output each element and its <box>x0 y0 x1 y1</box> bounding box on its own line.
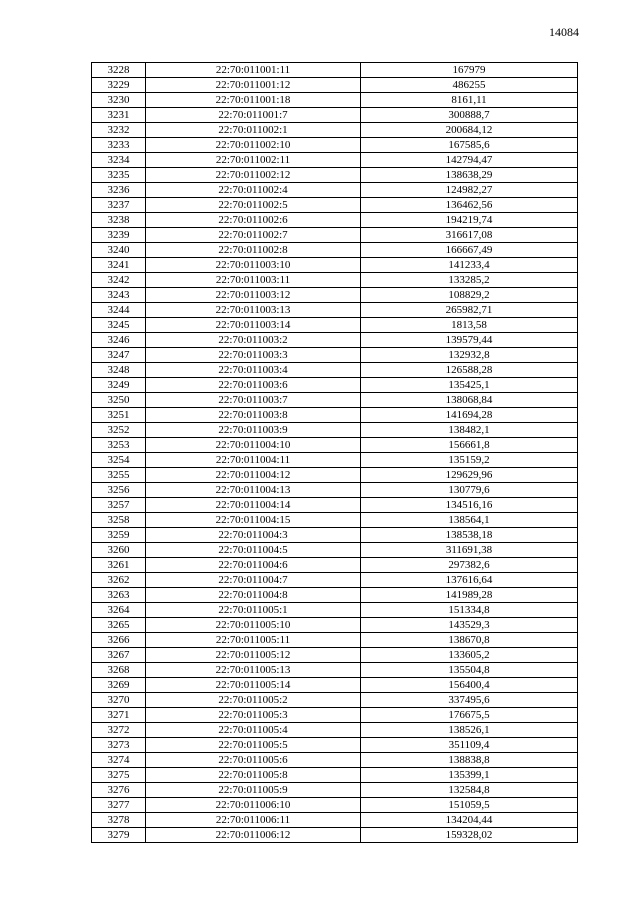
table-row <box>92 258 578 273</box>
value-cell: 138564,1 <box>361 513 578 528</box>
cadastral-number-cell: 22:70:011003:8 <box>146 408 361 423</box>
value-cell: 132584,8 <box>361 783 578 798</box>
table-row <box>92 363 578 378</box>
table-row <box>92 468 578 483</box>
value-cell: 337495,6 <box>361 693 578 708</box>
row-number-cell: 3235 <box>92 168 146 183</box>
value-cell: 130779,6 <box>361 483 578 498</box>
value-cell: 167585,6 <box>361 138 578 153</box>
value-cell: 133285,2 <box>361 273 578 288</box>
table-row <box>92 753 578 768</box>
value-cell: 151059,5 <box>361 798 578 813</box>
cadastral-number-cell: 22:70:011005:8 <box>146 768 361 783</box>
row-number-cell: 3259 <box>92 528 146 543</box>
table-row <box>92 93 578 108</box>
cadastral-number-cell: 22:70:011005:4 <box>146 723 361 738</box>
cadastral-number-cell: 22:70:011005:10 <box>146 618 361 633</box>
cadastral-number-cell: 22:70:011001:12 <box>146 78 361 93</box>
cadastral-number-cell: 22:70:011005:3 <box>146 708 361 723</box>
cadastral-number-cell: 22:70:011005:12 <box>146 648 361 663</box>
table-row <box>92 63 578 78</box>
cadastral-number-cell: 22:70:011004:7 <box>146 573 361 588</box>
table-row <box>92 588 578 603</box>
table-row <box>92 438 578 453</box>
value-cell: 108829,2 <box>361 288 578 303</box>
row-number-cell: 3228 <box>92 63 146 78</box>
row-number-cell: 3275 <box>92 768 146 783</box>
value-cell: 138068,84 <box>361 393 578 408</box>
value-cell: 351109,4 <box>361 738 578 753</box>
row-number-cell: 3250 <box>92 393 146 408</box>
value-cell: 167979 <box>361 63 578 78</box>
row-number-cell: 3268 <box>92 663 146 678</box>
row-number-cell: 3248 <box>92 363 146 378</box>
row-number-cell: 3271 <box>92 708 146 723</box>
value-cell: 138482,1 <box>361 423 578 438</box>
cadastral-number-cell: 22:70:011002:4 <box>146 183 361 198</box>
cadastral-number-cell: 22:70:011003:12 <box>146 288 361 303</box>
cadastral-number-cell: 22:70:011005:14 <box>146 678 361 693</box>
cadastral-number-cell: 22:70:011002:10 <box>146 138 361 153</box>
row-number-cell: 3253 <box>92 438 146 453</box>
value-cell: 176675,5 <box>361 708 578 723</box>
value-cell: 135425,1 <box>361 378 578 393</box>
cadastral-number-cell: 22:70:011002:11 <box>146 153 361 168</box>
table-row <box>92 483 578 498</box>
value-cell: 133605,2 <box>361 648 578 663</box>
cadastral-number-cell: 22:70:011002:7 <box>146 228 361 243</box>
value-cell: 136462,56 <box>361 198 578 213</box>
table-row <box>92 633 578 648</box>
value-cell: 139579,44 <box>361 333 578 348</box>
row-number-cell: 3274 <box>92 753 146 768</box>
page-number: 14084 <box>549 25 579 39</box>
table-row <box>92 168 578 183</box>
cadastral-number-cell: 22:70:011002:6 <box>146 213 361 228</box>
table-row <box>92 273 578 288</box>
cadastral-number-cell: 22:70:011003:9 <box>146 423 361 438</box>
value-cell: 134516,16 <box>361 498 578 513</box>
cadastral-number-cell: 22:70:011003:14 <box>146 318 361 333</box>
row-number-cell: 3266 <box>92 633 146 648</box>
table-row <box>92 333 578 348</box>
table-row <box>92 768 578 783</box>
table-row <box>92 648 578 663</box>
table-row <box>92 573 578 588</box>
cadastral-number-cell: 22:70:011004:12 <box>146 468 361 483</box>
row-number-cell: 3254 <box>92 453 146 468</box>
value-cell: 141233,4 <box>361 258 578 273</box>
row-number-cell: 3272 <box>92 723 146 738</box>
cadastral-number-cell: 22:70:011003:2 <box>146 333 361 348</box>
row-number-cell: 3277 <box>92 798 146 813</box>
table-body <box>92 63 578 843</box>
cadastral-number-cell: 22:70:011005:9 <box>146 783 361 798</box>
row-number-cell: 3265 <box>92 618 146 633</box>
cadastral-number-cell: 22:70:011002:8 <box>146 243 361 258</box>
row-number-cell: 3260 <box>92 543 146 558</box>
row-number-cell: 3263 <box>92 588 146 603</box>
cadastral-number-cell: 22:70:011006:10 <box>146 798 361 813</box>
row-number-cell: 3264 <box>92 603 146 618</box>
table-row <box>92 213 578 228</box>
row-number-cell: 3240 <box>92 243 146 258</box>
cadastral-number-cell: 22:70:011004:14 <box>146 498 361 513</box>
cadastral-number-cell: 22:70:011004:3 <box>146 528 361 543</box>
cadastral-number-cell: 22:70:011003:7 <box>146 393 361 408</box>
table-row <box>92 618 578 633</box>
table-row <box>92 393 578 408</box>
cadastral-number-cell: 22:70:011004:13 <box>146 483 361 498</box>
value-cell: 159328,02 <box>361 828 578 843</box>
cadastral-number-cell: 22:70:011005:13 <box>146 663 361 678</box>
cadastral-number-cell: 22:70:011001:11 <box>146 63 361 78</box>
table-row <box>92 693 578 708</box>
cadastral-number-cell: 22:70:011002:5 <box>146 198 361 213</box>
table-row <box>92 228 578 243</box>
cadastral-number-cell: 22:70:011004:6 <box>146 558 361 573</box>
row-number-cell: 3238 <box>92 213 146 228</box>
table-row <box>92 453 578 468</box>
row-number-cell: 3278 <box>92 813 146 828</box>
value-cell: 486255 <box>361 78 578 93</box>
table-row <box>92 348 578 363</box>
row-number-cell: 3267 <box>92 648 146 663</box>
cadastral-number-cell: 22:70:011004:11 <box>146 453 361 468</box>
table-row <box>92 708 578 723</box>
row-number-cell: 3251 <box>92 408 146 423</box>
table-row <box>92 198 578 213</box>
value-cell: 135159,2 <box>361 453 578 468</box>
table-row <box>92 723 578 738</box>
table-row <box>92 243 578 258</box>
cadastral-number-cell: 22:70:011005:6 <box>146 753 361 768</box>
row-number-cell: 3229 <box>92 78 146 93</box>
table-row <box>92 798 578 813</box>
value-cell: 138538,18 <box>361 528 578 543</box>
value-cell: 137616,64 <box>361 573 578 588</box>
row-number-cell: 3258 <box>92 513 146 528</box>
row-number-cell: 3256 <box>92 483 146 498</box>
table-row <box>92 423 578 438</box>
value-cell: 151334,8 <box>361 603 578 618</box>
table-row <box>92 288 578 303</box>
cadastral-number-cell: 22:70:011004:5 <box>146 543 361 558</box>
cadastral-number-cell: 22:70:011004:8 <box>146 588 361 603</box>
value-cell: 8161,11 <box>361 93 578 108</box>
cadastral-number-cell: 22:70:011005:2 <box>146 693 361 708</box>
table-row <box>92 303 578 318</box>
cadastral-number-cell: 22:70:011003:3 <box>146 348 361 363</box>
table-row <box>92 813 578 828</box>
row-number-cell: 3249 <box>92 378 146 393</box>
row-number-cell: 3239 <box>92 228 146 243</box>
table-row <box>92 153 578 168</box>
table-row <box>92 498 578 513</box>
row-number-cell: 3236 <box>92 183 146 198</box>
table-row <box>92 108 578 123</box>
cadastral-number-cell: 22:70:011005:5 <box>146 738 361 753</box>
value-cell: 124982,27 <box>361 183 578 198</box>
row-number-cell: 3237 <box>92 198 146 213</box>
value-cell: 300888,7 <box>361 108 578 123</box>
row-number-cell: 3243 <box>92 288 146 303</box>
table-row <box>92 603 578 618</box>
cadastral-number-cell: 22:70:011006:12 <box>146 828 361 843</box>
table-row <box>92 558 578 573</box>
table-row <box>92 318 578 333</box>
row-number-cell: 3244 <box>92 303 146 318</box>
value-cell: 143529,3 <box>361 618 578 633</box>
cadastral-number-cell: 22:70:011004:15 <box>146 513 361 528</box>
table-row <box>92 543 578 558</box>
row-number-cell: 3252 <box>92 423 146 438</box>
table-row <box>92 783 578 798</box>
row-number-cell: 3261 <box>92 558 146 573</box>
value-cell: 156661,8 <box>361 438 578 453</box>
row-number-cell: 3273 <box>92 738 146 753</box>
value-cell: 135399,1 <box>361 768 578 783</box>
row-number-cell: 3257 <box>92 498 146 513</box>
row-number-cell: 3233 <box>92 138 146 153</box>
table-row <box>92 678 578 693</box>
row-number-cell: 3231 <box>92 108 146 123</box>
table-row <box>92 138 578 153</box>
value-cell: 134204,44 <box>361 813 578 828</box>
row-number-cell: 3270 <box>92 693 146 708</box>
row-number-cell: 3230 <box>92 93 146 108</box>
value-cell: 194219,74 <box>361 213 578 228</box>
value-cell: 132932,8 <box>361 348 578 363</box>
row-number-cell: 3276 <box>92 783 146 798</box>
row-number-cell: 3234 <box>92 153 146 168</box>
value-cell: 316617,08 <box>361 228 578 243</box>
table-row <box>92 828 578 843</box>
cadastral-number-cell: 22:70:011002:1 <box>146 123 361 138</box>
value-cell: 265982,71 <box>361 303 578 318</box>
cadastral-number-cell: 22:70:011004:10 <box>146 438 361 453</box>
row-number-cell: 3241 <box>92 258 146 273</box>
table-row <box>92 513 578 528</box>
cadastral-number-cell: 22:70:011003:6 <box>146 378 361 393</box>
value-cell: 200684,12 <box>361 123 578 138</box>
value-cell: 156400,4 <box>361 678 578 693</box>
value-cell: 138670,8 <box>361 633 578 648</box>
cadastral-number-cell: 22:70:011005:1 <box>146 603 361 618</box>
row-number-cell: 3269 <box>92 678 146 693</box>
row-number-cell: 3242 <box>92 273 146 288</box>
value-cell: 138838,8 <box>361 753 578 768</box>
value-cell: 1813,58 <box>361 318 578 333</box>
data-table <box>91 62 578 843</box>
value-cell: 141989,28 <box>361 588 578 603</box>
cadastral-number-cell: 22:70:011003:10 <box>146 258 361 273</box>
row-number-cell: 3262 <box>92 573 146 588</box>
table-row <box>92 78 578 93</box>
cadastral-number-cell: 22:70:011003:11 <box>146 273 361 288</box>
value-cell: 129629,96 <box>361 468 578 483</box>
value-cell: 141694,28 <box>361 408 578 423</box>
row-number-cell: 3246 <box>92 333 146 348</box>
table-row <box>92 378 578 393</box>
value-cell: 126588,28 <box>361 363 578 378</box>
value-cell: 138638,29 <box>361 168 578 183</box>
row-number-cell: 3232 <box>92 123 146 138</box>
value-cell: 142794,47 <box>361 153 578 168</box>
table-row <box>92 663 578 678</box>
cadastral-number-cell: 22:70:011006:11 <box>146 813 361 828</box>
cadastral-number-cell: 22:70:011003:13 <box>146 303 361 318</box>
value-cell: 311691,38 <box>361 543 578 558</box>
value-cell: 166667,49 <box>361 243 578 258</box>
value-cell: 297382,6 <box>361 558 578 573</box>
value-cell: 135504,8 <box>361 663 578 678</box>
table-row <box>92 738 578 753</box>
row-number-cell: 3247 <box>92 348 146 363</box>
table-row <box>92 408 578 423</box>
row-number-cell: 3245 <box>92 318 146 333</box>
cadastral-number-cell: 22:70:011001:18 <box>146 93 361 108</box>
row-number-cell: 3279 <box>92 828 146 843</box>
value-cell: 138526,1 <box>361 723 578 738</box>
cadastral-number-cell: 22:70:011005:11 <box>146 633 361 648</box>
cadastral-number-cell: 22:70:011002:12 <box>146 168 361 183</box>
table-row <box>92 528 578 543</box>
cadastral-number-cell: 22:70:011001:7 <box>146 108 361 123</box>
row-number-cell: 3255 <box>92 468 146 483</box>
table-row <box>92 123 578 138</box>
table-row <box>92 183 578 198</box>
cadastral-number-cell: 22:70:011003:4 <box>146 363 361 378</box>
